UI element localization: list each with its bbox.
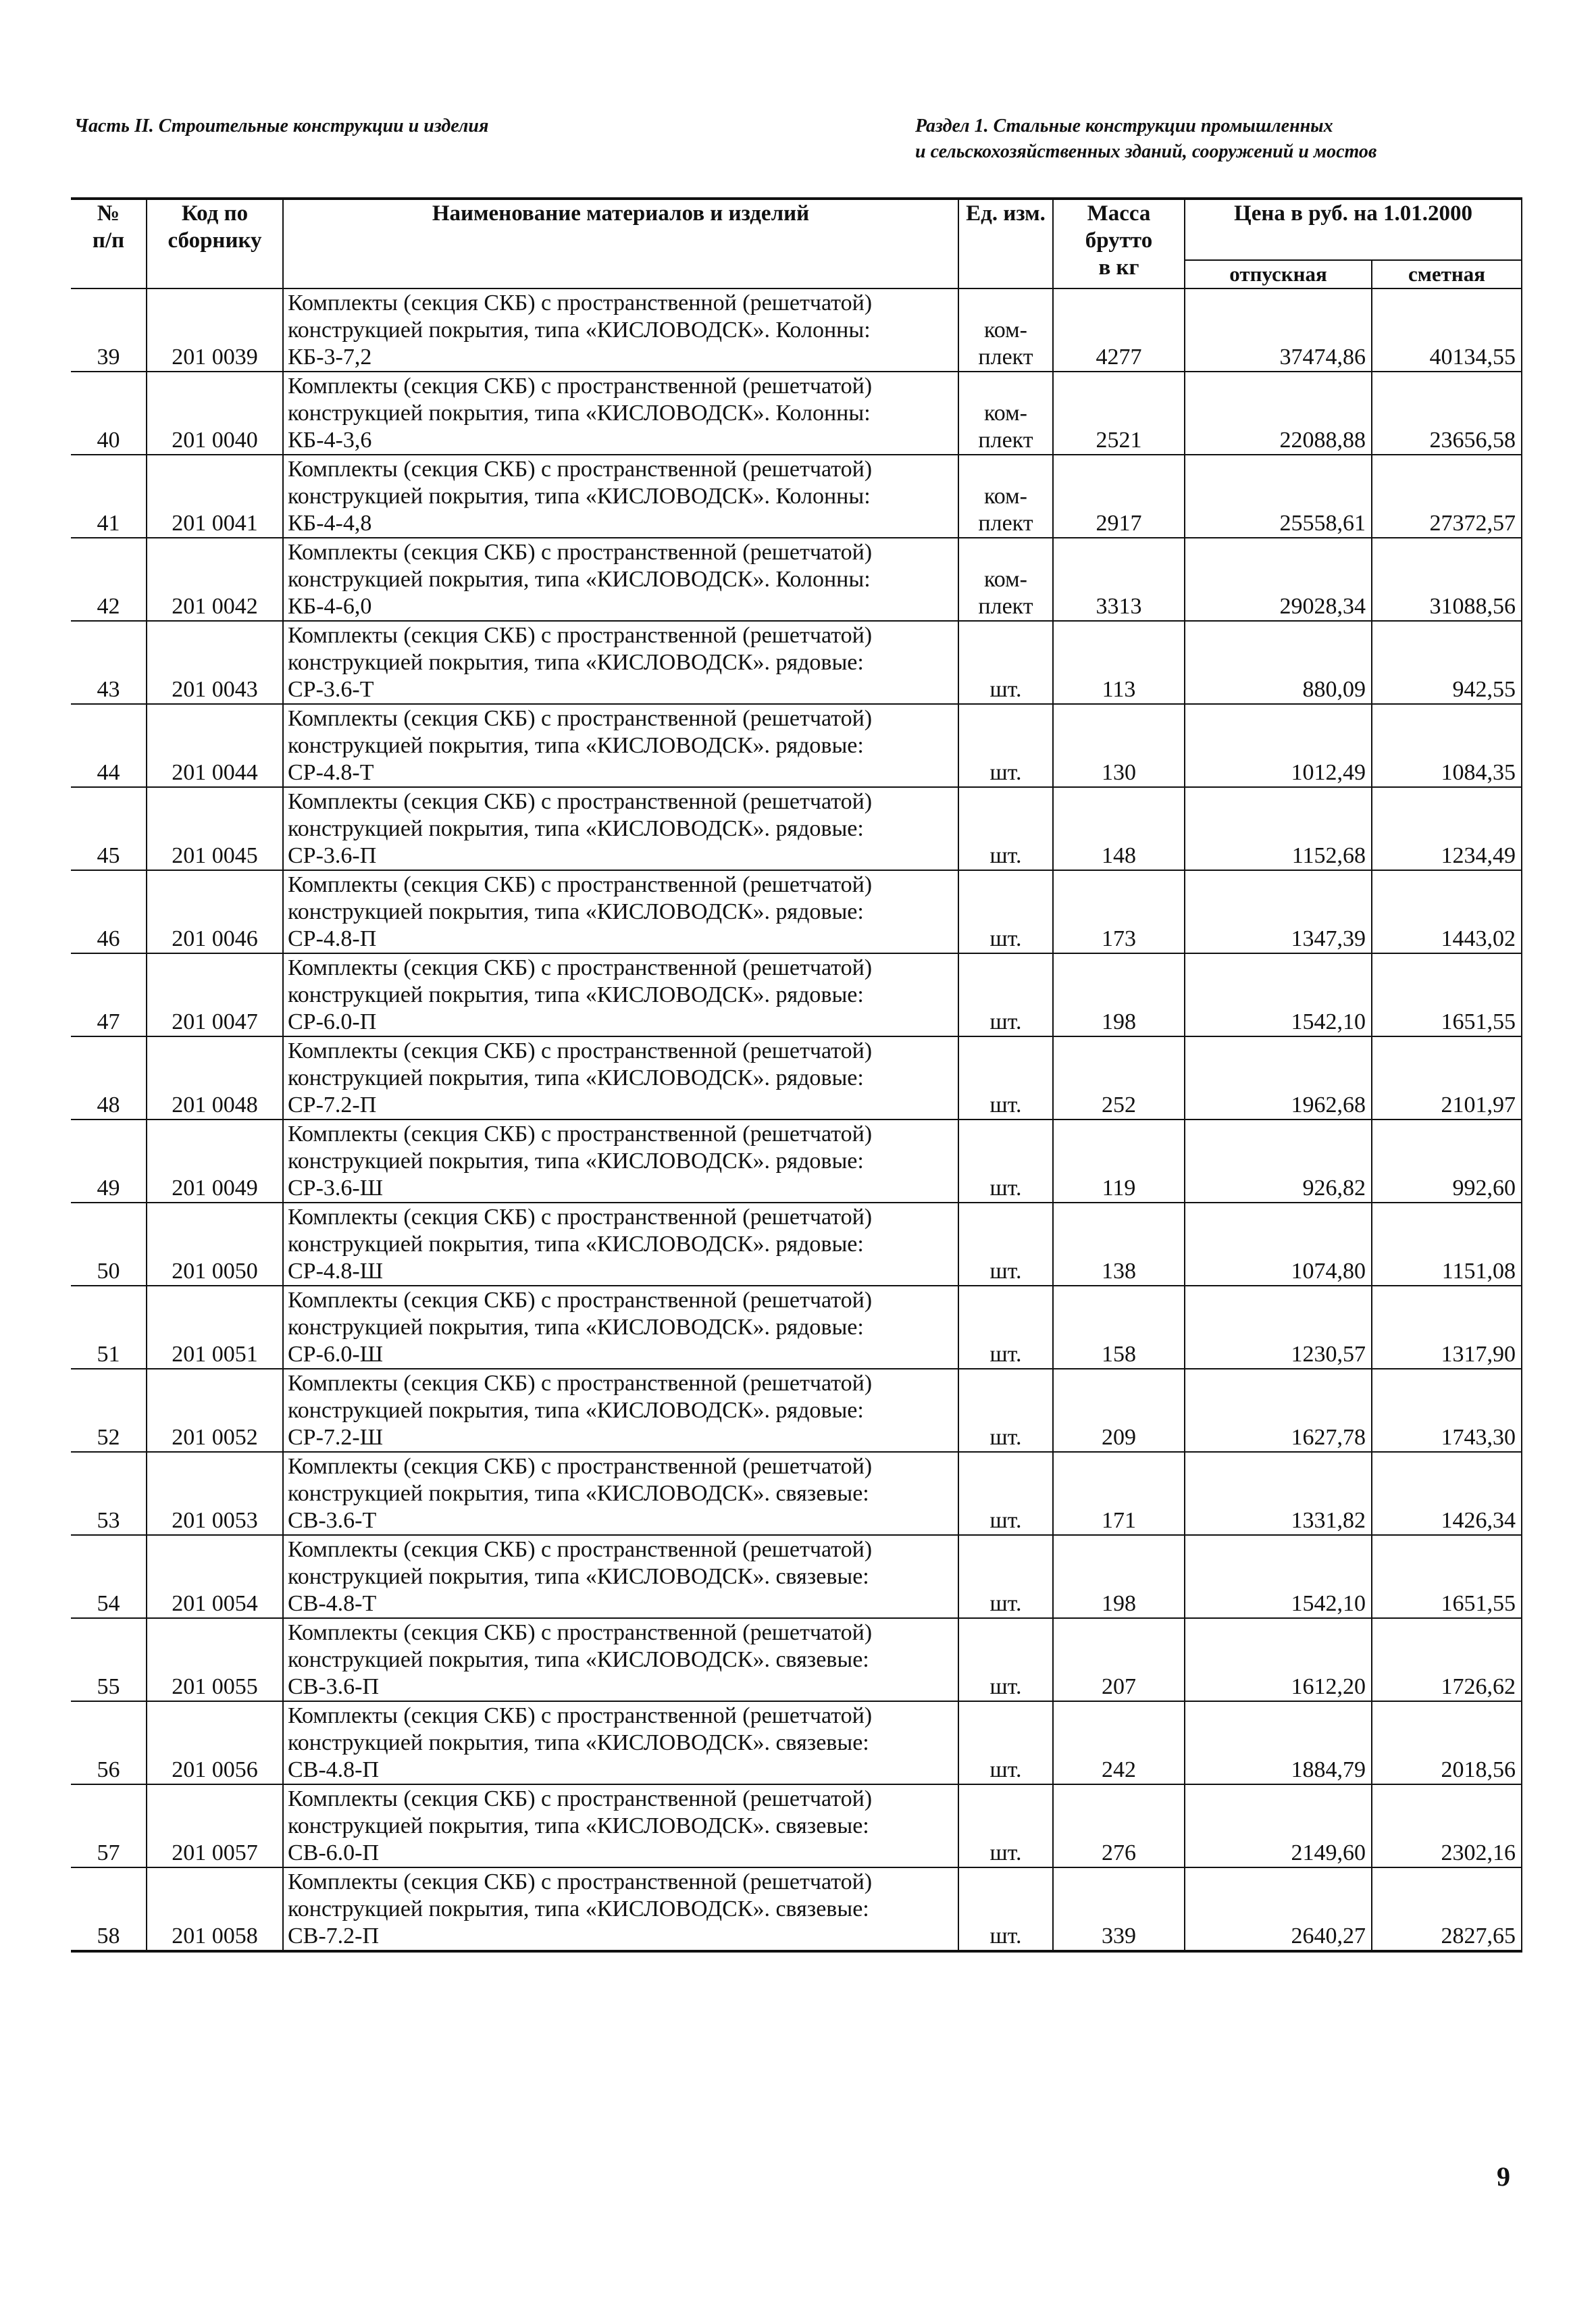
row-unit-line-2: шт. <box>989 760 1022 785</box>
row-price-release: 1884,79 <box>1185 1701 1372 1784</box>
row-unit <box>958 704 1053 787</box>
row-unit-line-2: шт. <box>989 1092 1022 1117</box>
row-name-line-1: Комплекты (секция СКБ) с пространственной (решетчатой) <box>288 374 873 399</box>
col-code-line-2: сборнику <box>168 228 262 253</box>
col-header-price-release <box>1185 260 1372 288</box>
row-name <box>283 621 958 704</box>
row-name-line-1: Комплекты (секция СКБ) с пространственной (решетчатой) <box>288 1038 873 1063</box>
row-mass: 148 <box>1053 787 1185 870</box>
row-unit-line-2: шт. <box>989 677 1022 702</box>
table-row <box>71 1036 1522 1120</box>
row-unit <box>958 538 1053 621</box>
row-price-release: 926,82 <box>1185 1120 1372 1203</box>
row-name-line-3: КБ-4-4,8 <box>288 511 372 536</box>
row-name-line-3: СВ-3.6-П <box>288 1674 380 1699</box>
row-name-line-1: Комплекты (секция СКБ) с пространственной (решетчатой) <box>288 1620 873 1645</box>
row-unit-line-2: шт. <box>989 843 1022 868</box>
col-price-estimate-label: сметная <box>1408 262 1485 286</box>
row-name-line-3: СВ-7.2-П <box>288 1923 380 1948</box>
table-row <box>71 953 1522 1036</box>
row-unit <box>958 288 1053 372</box>
row-name-line-1: Комплекты (секция СКБ) с пространственной (решетчатой) <box>288 872 873 897</box>
row-number: 53 <box>71 1452 147 1535</box>
table-body <box>71 288 1522 1951</box>
row-name <box>283 1867 958 1951</box>
row-price-estimate: 23656,58 <box>1372 372 1522 455</box>
row-name-line-3: СР-7.2-П <box>288 1092 377 1117</box>
page-number: 9 <box>1497 2161 1510 2192</box>
col-code-line-1: Код по <box>181 201 249 226</box>
row-code: 201 0050 <box>147 1203 283 1286</box>
row-name-line-3: КБ-4-6,0 <box>288 594 372 619</box>
col-number-line-1: № <box>97 201 120 226</box>
row-name-line-3: СР-6.0-П <box>288 1009 377 1034</box>
table-row <box>71 1535 1522 1618</box>
row-name-line-2: конструкцией покрытия, типа «КИСЛОВОДСК». связевые: <box>288 1481 869 1506</box>
row-code: 201 0043 <box>147 621 283 704</box>
row-unit <box>958 1203 1053 1286</box>
row-unit <box>958 1036 1053 1120</box>
row-name-line-2: конструкцией покрытия, типа «КИСЛОВОДСК». рядовые: <box>288 899 864 924</box>
row-name-line-2: конструкцией покрытия, типа «КИСЛОВОДСК». Колонны: <box>288 318 871 343</box>
row-price-estimate: 2827,65 <box>1372 1867 1522 1951</box>
col-unit-label: Ед. изм. <box>966 201 1046 226</box>
row-unit-line-2: плект <box>978 511 1033 536</box>
row-price-release: 22088,88 <box>1185 372 1372 455</box>
row-number: 47 <box>71 953 147 1036</box>
row-price-release: 1074,80 <box>1185 1203 1372 1286</box>
row-number: 57 <box>71 1784 147 1867</box>
row-name-line-2: конструкцией покрытия, типа «КИСЛОВОДСК». Колонны: <box>288 484 871 509</box>
row-name-line-3: СР-7.2-Ш <box>288 1425 384 1450</box>
row-name-line-3: СР-4.8-П <box>288 926 377 951</box>
row-code: 201 0042 <box>147 538 283 621</box>
row-price-release: 1012,49 <box>1185 704 1372 787</box>
row-number: 46 <box>71 870 147 953</box>
row-unit <box>958 1120 1053 1203</box>
row-mass: 207 <box>1053 1618 1185 1701</box>
row-price-estimate: 942,55 <box>1372 621 1522 704</box>
row-number: 49 <box>71 1120 147 1203</box>
running-header-left <box>74 114 488 139</box>
row-code: 201 0048 <box>147 1036 283 1120</box>
row-number: 42 <box>71 538 147 621</box>
row-mass: 2917 <box>1053 455 1185 538</box>
row-code: 201 0053 <box>147 1452 283 1535</box>
row-price-estimate: 1651,55 <box>1372 1535 1522 1618</box>
table-row <box>71 1452 1522 1535</box>
row-unit <box>958 1867 1053 1951</box>
row-unit <box>958 621 1053 704</box>
row-price-release: 37474,86 <box>1185 288 1372 372</box>
row-price-estimate: 1234,49 <box>1372 787 1522 870</box>
header-left-text: Часть II. Строительные конструкции и изделия <box>74 116 489 136</box>
row-unit-line-2: шт. <box>989 1176 1022 1201</box>
row-unit-line-2: шт. <box>989 1757 1022 1782</box>
row-mass: 2521 <box>1053 372 1185 455</box>
row-price-estimate: 1317,90 <box>1372 1286 1522 1369</box>
row-name-line-1: Комплекты (секция СКБ) с пространственной (решетчатой) <box>288 1454 873 1479</box>
table-row <box>71 1120 1522 1203</box>
row-name <box>283 1452 958 1535</box>
row-name-line-1: Комплекты (секция СКБ) с пространственной (решетчатой) <box>288 1537 873 1562</box>
row-name-line-1: Комплекты (секция СКБ) с пространственной (решетчатой) <box>288 955 873 980</box>
row-price-estimate: 1426,34 <box>1372 1452 1522 1535</box>
row-code: 201 0041 <box>147 455 283 538</box>
row-unit <box>958 870 1053 953</box>
row-price-estimate: 1443,02 <box>1372 870 1522 953</box>
row-name-line-1: Комплекты (секция СКБ) с пространственной (решетчатой) <box>288 1786 873 1811</box>
row-mass: 119 <box>1053 1120 1185 1203</box>
row-name-line-1: Комплекты (секция СКБ) с пространственной (решетчатой) <box>288 291 873 316</box>
row-unit <box>958 1535 1053 1618</box>
row-mass: 252 <box>1053 1036 1185 1120</box>
row-mass: 198 <box>1053 1535 1185 1618</box>
row-name <box>283 1203 958 1286</box>
row-unit-line-2: плект <box>978 345 1033 370</box>
col-mass-line-1: Масса <box>1087 201 1151 226</box>
row-name-line-2: конструкцией покрытия, типа «КИСЛОВОДСК». связевые: <box>288 1813 869 1838</box>
row-name-line-2: конструкцией покрытия, типа «КИСЛОВОДСК». связевые: <box>288 1896 869 1921</box>
row-price-estimate: 992,60 <box>1372 1120 1522 1203</box>
row-name-line-3: СВ-6.0-П <box>288 1840 380 1865</box>
table-row <box>71 1286 1522 1369</box>
row-mass: 276 <box>1053 1784 1185 1867</box>
row-price-estimate: 27372,57 <box>1372 455 1522 538</box>
row-number: 56 <box>71 1701 147 1784</box>
row-price-release: 1612,20 <box>1185 1618 1372 1701</box>
row-unit <box>958 953 1053 1036</box>
row-code: 201 0047 <box>147 953 283 1036</box>
col-header-name <box>283 199 958 288</box>
row-number: 50 <box>71 1203 147 1286</box>
row-mass: 130 <box>1053 704 1185 787</box>
row-name-line-1: Комплекты (секция СКБ) с пространственной (решетчатой) <box>288 1869 873 1894</box>
row-code: 201 0044 <box>147 704 283 787</box>
row-name <box>283 1120 958 1203</box>
table-row <box>71 455 1522 538</box>
row-name-line-1: Комплекты (секция СКБ) с пространственной (решетчатой) <box>288 1288 873 1313</box>
row-number: 52 <box>71 1369 147 1452</box>
row-name <box>283 1036 958 1120</box>
row-name-line-2: конструкцией покрытия, типа «КИСЛОВОДСК». связевые: <box>288 1730 869 1755</box>
row-mass: 3313 <box>1053 538 1185 621</box>
row-name-line-3: СР-4.8-Ш <box>288 1259 384 1284</box>
running-header-right <box>915 114 1376 165</box>
row-price-estimate: 2101,97 <box>1372 1036 1522 1120</box>
row-mass: 171 <box>1053 1452 1185 1535</box>
row-price-release: 2640,27 <box>1185 1867 1372 1951</box>
row-price-estimate: 1726,62 <box>1372 1618 1522 1701</box>
row-name-line-3: СР-3.6-Т <box>288 677 374 702</box>
row-code: 201 0058 <box>147 1867 283 1951</box>
row-price-release: 880,09 <box>1185 621 1372 704</box>
row-unit-line-1: ком- <box>984 567 1027 592</box>
row-name-line-2: конструкцией покрытия, типа «КИСЛОВОДСК». рядовые: <box>288 1149 864 1174</box>
row-number: 48 <box>71 1036 147 1120</box>
row-price-estimate: 1151,08 <box>1372 1203 1522 1286</box>
row-name <box>283 372 958 455</box>
row-unit-line-2: шт. <box>989 1591 1022 1616</box>
row-mass: 138 <box>1053 1203 1185 1286</box>
row-name-line-2: конструкцией покрытия, типа «КИСЛОВОДСК». рядовые: <box>288 1398 864 1423</box>
row-unit-line-1: ком- <box>984 401 1027 426</box>
row-name-line-2: конструкцией покрытия, типа «КИСЛОВОДСК». связевые: <box>288 1564 869 1589</box>
row-name <box>283 455 958 538</box>
row-mass: 198 <box>1053 953 1185 1036</box>
row-price-release: 1542,10 <box>1185 953 1372 1036</box>
row-code: 201 0052 <box>147 1369 283 1452</box>
row-code: 201 0049 <box>147 1120 283 1203</box>
table-row <box>71 1784 1522 1867</box>
row-price-release: 1152,68 <box>1185 787 1372 870</box>
row-unit <box>958 1369 1053 1452</box>
row-number: 44 <box>71 704 147 787</box>
row-mass: 113 <box>1053 621 1185 704</box>
row-name-line-1: Комплекты (секция СКБ) с пространственной (решетчатой) <box>288 623 873 648</box>
col-name-label: Наименование материалов и изделий <box>432 201 810 226</box>
row-unit <box>958 1618 1053 1701</box>
col-header-price-estimate <box>1372 260 1522 288</box>
col-number-line-2: п/п <box>92 228 125 253</box>
row-name-line-2: конструкцией покрытия, типа «КИСЛОВОДСК». рядовые: <box>288 816 864 841</box>
row-name <box>283 1369 958 1452</box>
row-name-line-3: КБ-4-3,6 <box>288 428 372 453</box>
table-header <box>71 199 1522 288</box>
table-row <box>71 288 1522 372</box>
table-row <box>71 870 1522 953</box>
row-number: 55 <box>71 1618 147 1701</box>
row-name-line-3: СР-4.8-Т <box>288 760 374 785</box>
header-right-line-1: Раздел 1. Стальные конструкции промышленных <box>915 116 1333 136</box>
row-code: 201 0056 <box>147 1701 283 1784</box>
row-price-estimate: 1743,30 <box>1372 1369 1522 1452</box>
col-price-label: Цена в руб. на 1.01.2000 <box>1234 201 1472 226</box>
row-name <box>283 704 958 787</box>
row-price-release: 1230,57 <box>1185 1286 1372 1369</box>
row-name-line-2: конструкцией покрытия, типа «КИСЛОВОДСК». рядовые: <box>288 650 864 675</box>
row-code: 201 0045 <box>147 787 283 870</box>
col-header-price <box>1185 199 1522 260</box>
row-number: 54 <box>71 1535 147 1618</box>
row-name <box>283 953 958 1036</box>
row-name-line-3: СР-3.6-Ш <box>288 1176 384 1201</box>
row-name <box>283 1286 958 1369</box>
row-price-estimate: 2302,16 <box>1372 1784 1522 1867</box>
row-number: 40 <box>71 372 147 455</box>
row-unit-line-2: плект <box>978 428 1033 453</box>
row-mass: 209 <box>1053 1369 1185 1452</box>
table-row <box>71 1369 1522 1452</box>
row-unit-line-1: ком- <box>984 318 1027 343</box>
table-row <box>71 1867 1522 1951</box>
row-name-line-2: конструкцией покрытия, типа «КИСЛОВОДСК». Колонны: <box>288 401 871 426</box>
row-name-line-2: конструкцией покрытия, типа «КИСЛОВОДСК». рядовые: <box>288 1065 864 1090</box>
row-unit <box>958 1784 1053 1867</box>
row-price-estimate: 1084,35 <box>1372 704 1522 787</box>
row-code: 201 0039 <box>147 288 283 372</box>
row-code: 201 0057 <box>147 1784 283 1867</box>
table-row <box>71 1618 1522 1701</box>
row-name-line-1: Комплекты (секция СКБ) с пространственной (решетчатой) <box>288 1703 873 1728</box>
row-unit <box>958 1286 1053 1369</box>
row-number: 51 <box>71 1286 147 1369</box>
row-unit-line-2: шт. <box>989 1508 1022 1533</box>
row-name <box>283 1701 958 1784</box>
row-price-estimate: 2018,56 <box>1372 1701 1522 1784</box>
col-header-unit <box>958 199 1053 288</box>
row-price-release: 25558,61 <box>1185 455 1372 538</box>
row-name-line-3: СР-3.6-П <box>288 843 377 868</box>
row-name-line-2: конструкцией покрытия, типа «КИСЛОВОДСК». Колонны: <box>288 567 871 592</box>
row-name <box>283 870 958 953</box>
row-name <box>283 1784 958 1867</box>
table-row <box>71 621 1522 704</box>
row-unit-line-2: шт. <box>989 1923 1022 1948</box>
row-number: 58 <box>71 1867 147 1951</box>
row-name-line-2: конструкцией покрытия, типа «КИСЛОВОДСК». рядовые: <box>288 982 864 1007</box>
row-name-line-2: конструкцией покрытия, типа «КИСЛОВОДСК». рядовые: <box>288 1232 864 1257</box>
row-name-line-3: СВ-4.8-П <box>288 1757 380 1782</box>
col-price-release-label: отпускная <box>1229 262 1327 286</box>
row-mass: 339 <box>1053 1867 1185 1951</box>
row-code: 201 0040 <box>147 372 283 455</box>
row-price-release: 1627,78 <box>1185 1369 1372 1452</box>
col-header-mass <box>1053 199 1185 288</box>
row-unit-line-2: шт. <box>989 1674 1022 1699</box>
row-unit <box>958 455 1053 538</box>
row-name-line-3: СВ-3.6-Т <box>288 1508 377 1533</box>
row-price-estimate: 31088,56 <box>1372 538 1522 621</box>
col-header-number <box>71 199 147 288</box>
row-name-line-2: конструкцией покрытия, типа «КИСЛОВОДСК». рядовые: <box>288 733 864 758</box>
row-unit <box>958 1701 1053 1784</box>
row-unit <box>958 372 1053 455</box>
row-name <box>283 538 958 621</box>
col-mass-line-3: в кг <box>1098 255 1139 280</box>
table-row <box>71 372 1522 455</box>
row-code: 201 0055 <box>147 1618 283 1701</box>
row-mass: 242 <box>1053 1701 1185 1784</box>
col-mass-line-2: брутто <box>1085 228 1153 253</box>
row-name-line-1: Комплекты (секция СКБ) с пространственной (решетчатой) <box>288 706 873 731</box>
table-row <box>71 1701 1522 1784</box>
row-unit <box>958 787 1053 870</box>
row-mass: 173 <box>1053 870 1185 953</box>
table-row <box>71 1203 1522 1286</box>
row-name-line-2: конструкцией покрытия, типа «КИСЛОВОДСК». связевые: <box>288 1647 869 1672</box>
row-price-estimate: 1651,55 <box>1372 953 1522 1036</box>
row-code: 201 0051 <box>147 1286 283 1369</box>
row-name-line-1: Комплекты (секция СКБ) с пространственной (решетчатой) <box>288 1122 873 1147</box>
row-price-release: 29028,34 <box>1185 538 1372 621</box>
row-name <box>283 1535 958 1618</box>
row-number: 41 <box>71 455 147 538</box>
row-number: 39 <box>71 288 147 372</box>
row-name-line-1: Комплекты (секция СКБ) с пространственной (решетчатой) <box>288 457 873 482</box>
row-mass: 4277 <box>1053 288 1185 372</box>
row-price-estimate: 40134,55 <box>1372 288 1522 372</box>
col-header-code <box>147 199 283 288</box>
table-row <box>71 538 1522 621</box>
table-row <box>71 787 1522 870</box>
row-name-line-1: Комплекты (секция СКБ) с пространственной (решетчатой) <box>288 789 873 814</box>
row-unit-line-1: ком- <box>984 484 1027 509</box>
table-row <box>71 704 1522 787</box>
row-price-release: 1962,68 <box>1185 1036 1372 1120</box>
row-name-line-3: СВ-4.8-Т <box>288 1591 377 1616</box>
row-unit-line-2: шт. <box>989 1259 1022 1284</box>
row-name-line-2: конструкцией покрытия, типа «КИСЛОВОДСК». рядовые: <box>288 1315 864 1340</box>
row-number: 43 <box>71 621 147 704</box>
row-price-release: 1331,82 <box>1185 1452 1372 1535</box>
row-price-release: 1347,39 <box>1185 870 1372 953</box>
header-right-line-2: и сельскохозяйственных зданий, сооружений и мостов <box>915 141 1377 162</box>
row-unit-line-2: шт. <box>989 1425 1022 1450</box>
row-name <box>283 288 958 372</box>
row-unit-line-2: плект <box>978 594 1033 619</box>
row-name-line-3: СР-6.0-Ш <box>288 1342 384 1367</box>
row-unit-line-2: шт. <box>989 926 1022 951</box>
row-mass: 158 <box>1053 1286 1185 1369</box>
row-code: 201 0054 <box>147 1535 283 1618</box>
row-name-line-1: Комплекты (секция СКБ) с пространственной (решетчатой) <box>288 540 873 565</box>
row-price-release: 1542,10 <box>1185 1535 1372 1618</box>
row-name <box>283 787 958 870</box>
row-code: 201 0046 <box>147 870 283 953</box>
row-price-release: 2149,60 <box>1185 1784 1372 1867</box>
row-name-line-1: Комплекты (секция СКБ) с пространственной (решетчатой) <box>288 1205 873 1230</box>
row-name-line-3: КБ-3-7,2 <box>288 345 372 370</box>
row-unit-line-2: шт. <box>989 1840 1022 1865</box>
row-name <box>283 1618 958 1701</box>
row-unit-line-2: шт. <box>989 1009 1022 1034</box>
row-unit <box>958 1452 1053 1535</box>
row-number: 45 <box>71 787 147 870</box>
price-table <box>71 197 1522 1953</box>
row-unit-line-2: шт. <box>989 1342 1022 1367</box>
row-name-line-1: Комплекты (секция СКБ) с пространственной (решетчатой) <box>288 1371 873 1396</box>
